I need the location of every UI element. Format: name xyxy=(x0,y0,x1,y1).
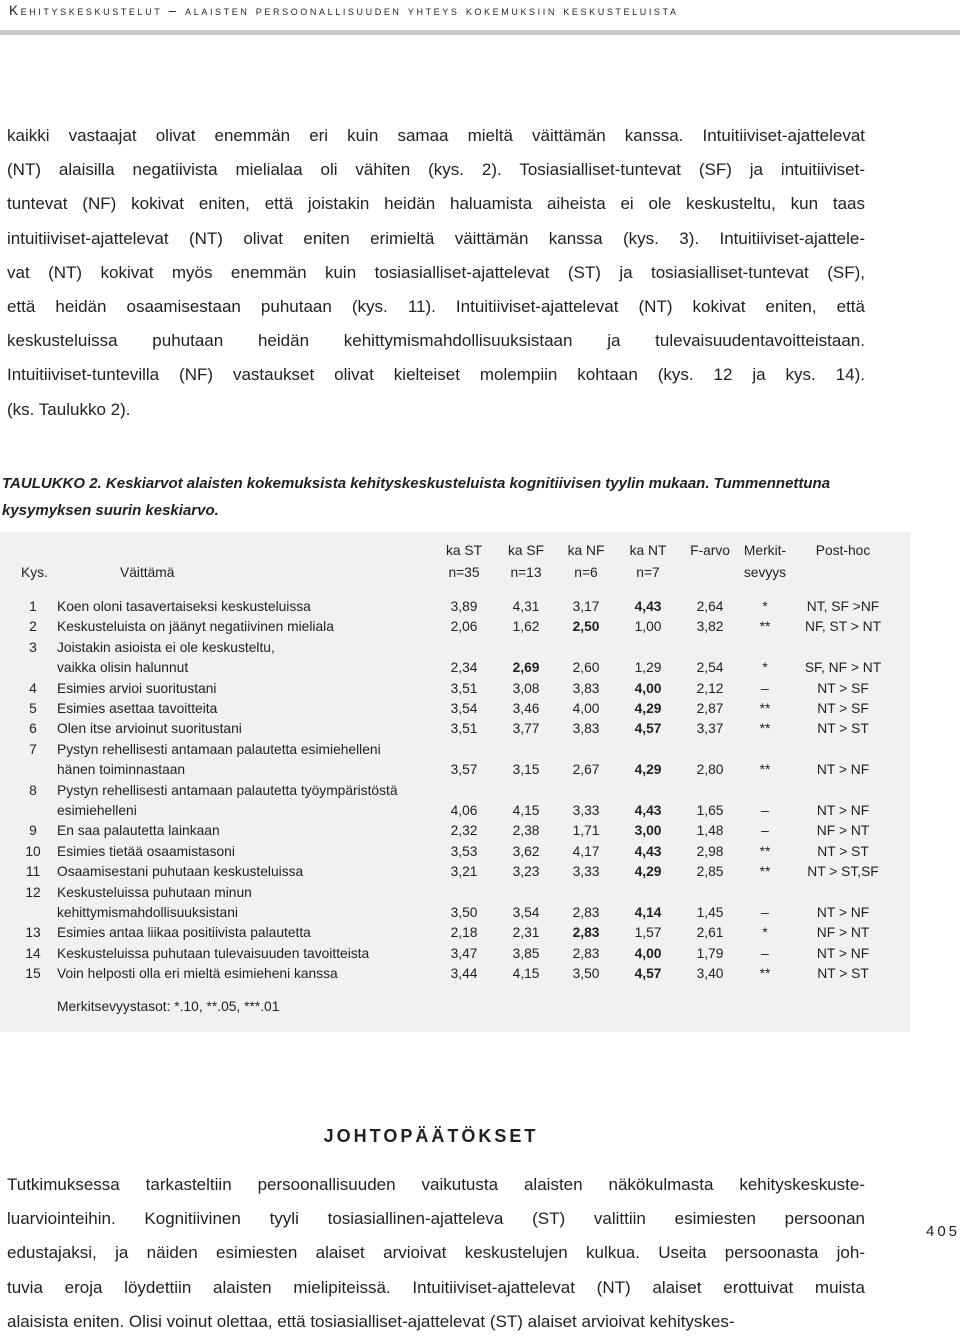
cell-sig: – xyxy=(761,945,769,961)
row-statement: esimiehelleni xyxy=(57,803,137,818)
cell-st: 2,34 xyxy=(450,660,478,676)
table-caption-text: Keskiarvot alaisten kokemuksista kehityskeskusteluista kognitiivisen tyylin mukaan. Tummennettuna kysymyksen suurin keskiarvo. xyxy=(2,475,831,519)
cell-nf: 1,71 xyxy=(572,823,600,839)
row-statement: En saa palautetta lainkaan xyxy=(57,823,220,839)
cell-sig: * xyxy=(762,660,768,676)
cell-st: 3,89 xyxy=(450,599,478,614)
cell-post: NF, ST > NT xyxy=(804,619,882,635)
cell-sf: 1,62 xyxy=(512,619,540,635)
row-statement: Keskusteluista on jäänyt negatiivinen mieliala xyxy=(57,619,334,635)
cell-nf: 2,60 xyxy=(572,660,600,676)
cell-f: 2,61 xyxy=(696,925,724,941)
row-number: 12 xyxy=(25,884,41,900)
cell-sig: – xyxy=(761,803,769,818)
cell-nt: 4,43 xyxy=(634,803,662,818)
cell-nt: 4,43 xyxy=(634,843,662,859)
cell-st: 3,54 xyxy=(450,701,478,716)
row-statement: Koen oloni tasavertaiseksi keskusteluissa xyxy=(57,599,311,614)
body-paragraph-1 xyxy=(7,119,865,427)
header-sf: ka SF xyxy=(507,543,545,558)
text-line: luarviointeihin. Kognitiivinen tyyli tosiasiallinen-ajatteleva (ST) valittiin esimiesten persoonan xyxy=(7,1209,865,1229)
header-vaittama: Väittämä xyxy=(120,565,175,580)
cell-st: 3,21 xyxy=(450,864,478,880)
cell-post: SF, NF > NT xyxy=(804,660,882,676)
cell-nt: 4,43 xyxy=(634,599,662,614)
running-head: Kehityskeskustelut – alaisten persoonallisuuden yhteys kokemuksiin keskusteluista xyxy=(9,3,679,18)
section-title: JOHTOPÄÄTÖKSET xyxy=(323,1126,539,1146)
row-number: 10 xyxy=(25,843,41,859)
cell-sig: ** xyxy=(759,619,771,635)
header-sf-n: n=13 xyxy=(510,565,542,580)
cell-post: NT > NF xyxy=(816,803,870,818)
row-statement: Joistakin asioista ei ole keskusteltu, xyxy=(57,639,275,655)
row-statement: Pystyn rehellisesti antamaan palautetta työympäristöstä xyxy=(57,782,398,798)
header-f-arvo: F-arvo xyxy=(690,543,730,558)
cell-post: NT > NF xyxy=(816,762,870,778)
cell-sig: ** xyxy=(759,762,771,778)
cell-sig: – xyxy=(761,680,769,696)
cell-post: NT > ST xyxy=(817,721,869,737)
row-statement: Esimies tietää osaamistasoni xyxy=(57,843,235,859)
header-nt-n: n=7 xyxy=(636,565,660,580)
cell-st: 3,50 xyxy=(450,905,478,920)
row-number: 7 xyxy=(29,741,37,757)
cell-st: 2,06 xyxy=(450,619,478,635)
cell-f: 2,98 xyxy=(696,843,724,859)
text-line: että heidän osaamisestaan puhutaan (kys. 11). Intuitiiviset-ajattelevat (NT) kokivat eniten, että xyxy=(7,297,865,317)
cell-post: NT > NF xyxy=(816,945,870,961)
cell-st: 2,32 xyxy=(450,823,478,839)
header-merkitsevyys-2: sevyys xyxy=(743,565,787,580)
cell-nt: 4,29 xyxy=(634,864,662,880)
header-st-n: n=35 xyxy=(448,565,480,580)
header-kys: Kys. xyxy=(21,565,48,580)
row-number: 1 xyxy=(29,599,37,614)
row-number: 15 xyxy=(25,966,41,982)
cell-nt: 4,00 xyxy=(634,945,662,961)
cell-sf: 2,69 xyxy=(512,660,540,676)
cell-f: 1,79 xyxy=(696,945,724,961)
row-statement: hänen toiminnastaan xyxy=(57,762,186,778)
cell-st: 3,47 xyxy=(450,945,478,961)
row-statement: Esimies asettaa tavoitteita xyxy=(57,701,218,716)
row-statement: Olen itse arvioinut suoritustani xyxy=(57,721,242,737)
cell-sig: ** xyxy=(759,843,771,859)
cell-post: NT > SF xyxy=(817,680,869,696)
header-nt: ka NT xyxy=(629,543,667,558)
row-number: 8 xyxy=(29,782,37,798)
cell-post: NT > SF xyxy=(817,701,869,716)
cell-sig: * xyxy=(762,925,768,941)
cell-post: NT > NF xyxy=(816,905,870,920)
cell-st: 3,57 xyxy=(450,762,478,778)
cell-f: 2,54 xyxy=(696,660,724,676)
cell-nf: 3,83 xyxy=(572,721,600,737)
row-statement: Voin helposti olla eri mieltä esimieheni kanssa xyxy=(57,966,338,982)
text-line: tuntevat (NF) kokivat eniten, että joistakin heidän haluamista aiheista ei ole keskusteltu, kun taas xyxy=(7,194,865,214)
cell-f: 2,64 xyxy=(696,599,724,614)
row-statement: kehittymismahdollisuuksistani xyxy=(57,905,238,920)
cell-f: 1,48 xyxy=(696,823,724,839)
cell-sf: 4,15 xyxy=(512,803,540,818)
header-merkitsevyys-1: Merkit- xyxy=(743,543,787,558)
cell-sig: * xyxy=(762,599,768,614)
row-number: 5 xyxy=(29,701,37,716)
text-line: Intuitiiviset-tuntevilla (NF) vastaukset olivat kielteiset molempiin kohtaan (kys. 12 ja kys. 14). xyxy=(7,365,865,385)
row-number: 13 xyxy=(25,925,41,941)
cell-nf: 2,83 xyxy=(572,905,600,920)
cell-nf: 4,17 xyxy=(572,843,600,859)
row-number: 2 xyxy=(29,619,37,635)
cell-nt: 4,57 xyxy=(634,966,662,982)
cell-nt: 4,00 xyxy=(634,680,662,696)
row-statement: Keskusteluissa puhutaan minun xyxy=(57,884,252,900)
cell-nt: 1,00 xyxy=(634,619,662,635)
cell-nf: 4,00 xyxy=(572,701,600,716)
cell-f: 3,37 xyxy=(696,721,724,737)
cell-nt: 1,29 xyxy=(634,660,662,676)
cell-nf: 3,83 xyxy=(572,680,600,696)
cell-f: 2,80 xyxy=(696,762,724,778)
cell-nf: 2,83 xyxy=(572,945,600,961)
cell-st: 4,06 xyxy=(450,803,478,818)
cell-post: NT > ST xyxy=(817,966,869,982)
text-line: tuvia eroja löydettiin alaisten mielipiteissä. Intuitiiviset-ajattelevat (NT) alaiset erottuivat muista xyxy=(7,1277,865,1297)
row-number: 9 xyxy=(29,823,37,839)
cell-f: 2,85 xyxy=(696,864,724,880)
cell-nt: 1,57 xyxy=(634,925,662,941)
row-number: 4 xyxy=(29,680,37,696)
cell-sig: ** xyxy=(759,864,771,880)
cell-nf: 3,50 xyxy=(572,966,600,982)
cell-f: 2,12 xyxy=(696,680,724,696)
cell-sf: 2,38 xyxy=(512,823,540,839)
cell-st: 2,18 xyxy=(450,925,478,941)
cell-f: 2,87 xyxy=(696,701,724,716)
table-caption-label: TAULUKKO 2. xyxy=(2,475,102,492)
cell-sf: 3,85 xyxy=(512,945,540,961)
cell-post: NT > ST,SF xyxy=(807,864,879,880)
cell-nf: 2,50 xyxy=(572,619,600,635)
header-post-hoc: Post-hoc xyxy=(815,543,871,558)
table-panel xyxy=(0,532,910,1032)
cell-nt: 4,57 xyxy=(634,721,662,737)
cell-f: 3,82 xyxy=(696,619,724,635)
cell-nf: 3,33 xyxy=(572,803,600,818)
row-statement: Pystyn rehellisesti antamaan palautetta esimiehelleni xyxy=(57,741,381,757)
cell-st: 3,51 xyxy=(450,721,478,737)
table-caption xyxy=(2,470,902,524)
text-line: Tutkimuksessa tarkasteltiin persoonallisuuden vaikutusta alaisten näkökulmasta kehityskeskuste- xyxy=(7,1175,865,1194)
cell-nf: 3,17 xyxy=(572,599,600,614)
page-number: 405 xyxy=(926,1223,960,1240)
cell-f: 3,40 xyxy=(696,966,724,982)
cell-st: 3,44 xyxy=(450,966,478,982)
text-line: (NT) alaisilla negatiivista mielialaa oli vähiten (kys. 2). Tosiasialliset-tuntevat (SF) ja intuitiiviset- xyxy=(7,160,865,180)
table-footnote: Merkitsevyystasot: *.10, **.05, ***.01 xyxy=(57,998,280,1014)
header-st: ka ST xyxy=(445,543,483,558)
cell-sf: 4,15 xyxy=(512,966,540,982)
cell-nf: 2,83 xyxy=(572,925,600,941)
cell-post: NF > NT xyxy=(816,823,870,839)
cell-sf: 4,31 xyxy=(512,599,540,614)
row-number: 14 xyxy=(25,945,41,961)
row-number: 3 xyxy=(29,639,37,655)
cell-sig: ** xyxy=(759,701,771,716)
cell-post: NT, SF >NF xyxy=(806,599,880,614)
cell-post: NT > ST xyxy=(817,843,869,859)
text-line: vat (NT) kokivat myös enemmän kuin tosiasialliset-ajattelevat (ST) ja tosiasialliset-tuntevat (SF), xyxy=(7,262,865,282)
row-statement: Keskusteluissa puhutaan tulevaisuuden tavoitteista xyxy=(57,945,370,961)
header-nf: ka NF xyxy=(567,543,605,558)
text-line: intuitiiviset-ajattelevat (NT) olivat eniten erimieltä väittämän kanssa (kys. 3). Intuitiiviset-ajattele- xyxy=(7,228,865,248)
cell-f: 1,65 xyxy=(696,803,724,818)
row-number: 11 xyxy=(25,864,41,880)
text-line: alaisista eniten. Olisi voinut olettaa, että tosiasialliset-ajattelevat (ST) alaiset arvioivat kehityskes- xyxy=(7,1311,735,1331)
row-statement: Esimies antaa liikaa positiivista palautetta xyxy=(57,925,311,941)
row-statement: vaikka olisin halunnut xyxy=(57,660,189,676)
text-line: edustajaksi, ja näiden esimiesten alaiset arvioivat keskustelujen kulkua. Useita persoonasta joh- xyxy=(7,1243,865,1263)
cell-sf: 2,31 xyxy=(512,925,540,941)
cell-f: 1,45 xyxy=(696,905,724,920)
cell-nt: 4,29 xyxy=(634,762,662,778)
row-statement: Osaamisestani puhutaan keskusteluissa xyxy=(57,864,304,880)
cell-sf: 3,54 xyxy=(512,905,540,920)
cell-sf: 3,23 xyxy=(512,864,540,880)
text-line: kaikki vastaajat olivat enemmän eri kuin samaa mieltä väittämän kanssa. Intuitiiviset-ajattelevat xyxy=(7,126,865,145)
cell-st: 3,51 xyxy=(450,680,478,696)
text-line: keskusteluissa puhutaan heidän kehittymismahdollisuuksistaan ja tulevaisuudentavoitteistaan. xyxy=(7,331,865,351)
cell-st: 3,53 xyxy=(450,843,478,859)
cell-sig: – xyxy=(761,823,769,839)
cell-post: NF > NT xyxy=(816,925,870,941)
header-rule xyxy=(0,30,960,35)
header-nf-n: n=6 xyxy=(574,565,598,580)
cell-nt: 4,14 xyxy=(634,905,662,920)
cell-nf: 3,33 xyxy=(572,864,600,880)
cell-sig: – xyxy=(761,905,769,920)
cell-sig: ** xyxy=(759,966,771,982)
cell-nf: 2,67 xyxy=(572,762,600,778)
cell-sf: 3,77 xyxy=(512,721,540,737)
cell-sf: 3,46 xyxy=(512,701,540,716)
row-statement: Esimies arvioi suoritustani xyxy=(57,680,217,696)
cell-sf: 3,08 xyxy=(512,680,540,696)
cell-sf: 3,15 xyxy=(512,762,540,778)
row-number: 6 xyxy=(29,721,37,737)
body-paragraph-2 xyxy=(7,1168,865,1339)
text-line: (ks. Taulukko 2). xyxy=(7,399,131,419)
cell-nt: 4,29 xyxy=(634,701,662,716)
cell-sf: 3,62 xyxy=(512,843,540,859)
cell-nt: 3,00 xyxy=(634,823,662,839)
cell-sig: ** xyxy=(759,721,771,737)
